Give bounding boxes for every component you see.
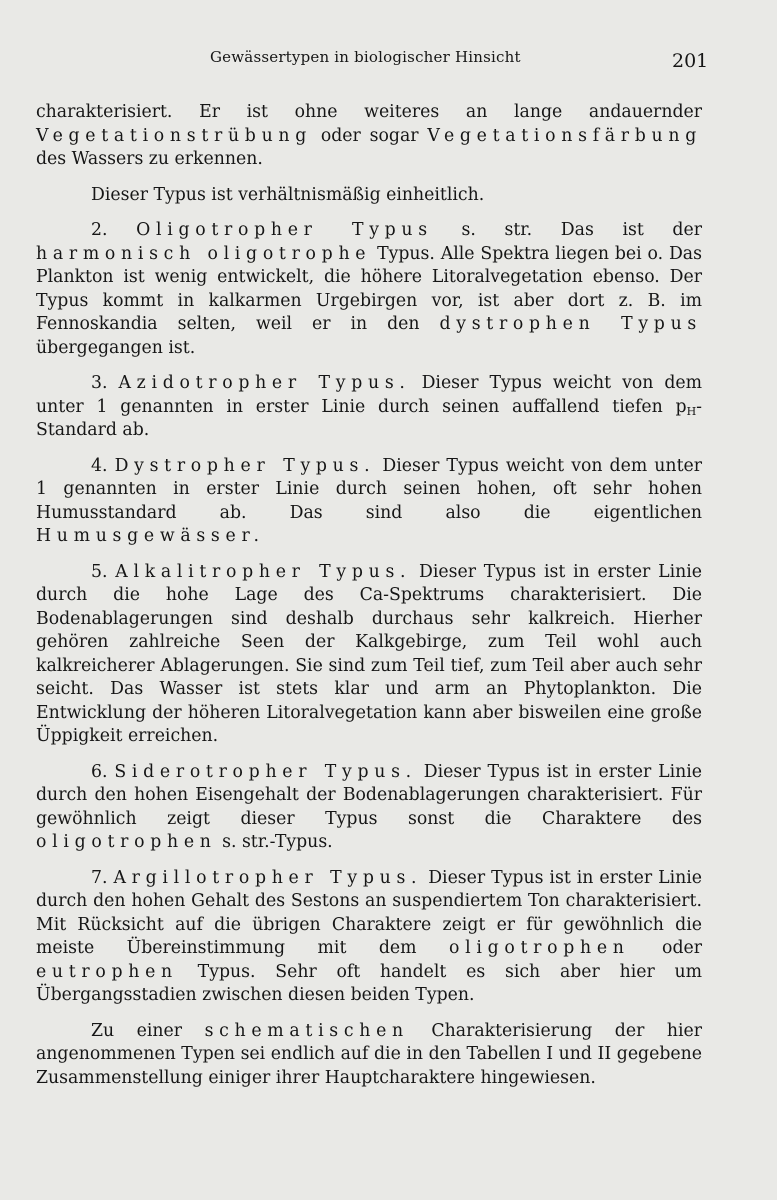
spaced-term: dystrophen Typus: [439, 314, 702, 334]
type-term: Siderotropher Typus.: [114, 761, 417, 782]
item-number: 4.: [91, 455, 115, 476]
text-run: Dieser Typus weicht von dem unter 1 genannten in erster Linie durch seinen auffallend tiefen p: [36, 373, 702, 417]
spaced-term: Vegetationsfärbung: [427, 125, 702, 146]
text-run: Typus. Alle Spektra liegen bei o. Das Plankton ist wenig entwickelt, die höhere Litoralvegetation ebenso. Der Typus kommt in kalkarmen Urgebirgen vor, ist aber dort z. B. im Fennoskandia selten, weil er in den: [36, 243, 702, 334]
text-run: Dieser Typus ist in erster Linie durch die hohe Lage des Ca-Spektrums charakterisiert. Die Bodenablagerungen sind deshalb durchaus sehr kalkreich. Hierher gehören zahlreiche Seen der Kalkgebirge, zum Teil wohl auch kalkreicherer Ablagerungen. Sie sind zum Teil tief, zum Teil aber auch sehr seicht. Das Wasser ist stets klar und arm an Phytoplankton. Die Entwicklung der höheren Litoralvegetation kann aber bisweilen eine große Üppigkeit erreichen.: [36, 561, 703, 746]
text-run: Dieser Typus weicht von dem unter 1 genannten in erster Linie durch seinen hohen, oft sehr hohen Humusstandard ab. Das sind also die eigentlichen: [36, 455, 702, 523]
text-run: -Standard ab.: [36, 396, 702, 440]
text-run: Dieser Typus ist verhältnismäßig einheitlich.: [91, 184, 485, 205]
text-run: Zu einer: [91, 1020, 205, 1041]
spaced-term: oligotrophen: [36, 832, 217, 852]
paragraph-type-7: [36, 867, 702, 1008]
type-term: Argillotropher Typus.: [113, 867, 423, 888]
item-number: 5.: [91, 561, 116, 582]
text-run: s. str.-Typus.: [216, 832, 333, 852]
paragraph-type-2: [36, 219, 702, 360]
spaced-term: Humusgewässer.: [36, 526, 265, 546]
item-number: 7.: [91, 867, 114, 888]
text-run: Typus. Sehr oft handelt es sich aber hier um Übergangsstadien zwischen diesen beiden Typen.: [36, 961, 702, 1005]
body-text: [36, 101, 702, 1102]
type-term: Alkalitropher Typus.: [115, 561, 412, 582]
type-term: Oligotropher Typus: [136, 220, 433, 240]
type-term: Dystropher Typus.: [114, 455, 376, 476]
paragraph-conclusion: [36, 1020, 702, 1091]
paragraph-summary: [36, 184, 702, 208]
paragraph-type-3: [36, 372, 702, 443]
subscript: H: [686, 404, 697, 418]
text-run: Dieser Typus ist in erster Linie durch den hohen Eisengehalt der Bodenablagerungen charakterisiert. Für gewöhnlich zeigt dieser Typus sonst die Charaktere des: [36, 761, 702, 829]
page-number: 201: [672, 50, 709, 72]
text-run: des Wassers zu erkennen.: [36, 149, 263, 169]
paragraph-type-5: [36, 561, 702, 749]
item-number: 6.: [91, 761, 115, 782]
paragraph-type-6: [36, 761, 702, 855]
text-run: übergegangen ist.: [36, 337, 196, 358]
spaced-term: eutrophen: [36, 961, 178, 982]
spaced-term: schematischen: [204, 1020, 409, 1041]
text-run: charakterisiert. Er ist ohne weiteres an lange andauernder: [36, 102, 702, 122]
spaced-term: Vegetationstrübung: [36, 125, 313, 146]
text-run: s. str. Das ist der: [432, 220, 702, 240]
page-header: [0, 48, 777, 78]
paragraph-type-4: [36, 455, 702, 549]
running-title: Gewässertypen in biologischer Hinsicht: [210, 48, 521, 66]
spaced-term: harmonisch oligotrophe: [36, 243, 372, 264]
type-term: Azidotropher Typus.: [118, 373, 411, 393]
text-run: Dieser Typus ist in erster Linie durch den hohen Gehalt des Sestons an suspendiertem Ton charakterisiert. Mit Rücksicht auf die übrigen Charaktere zeigt er für gewöhnlich die meiste Übereinstimmung mit dem: [36, 867, 702, 958]
item-number: 3.: [91, 373, 119, 393]
text-run: oder sogar: [312, 125, 428, 146]
paragraph-continuation: [36, 101, 702, 172]
text-run: oder: [629, 938, 703, 958]
spaced-term: oligotrophen: [449, 938, 630, 958]
text-run: Charakterisierung der hier angenommenen Typen sei endlich auf die in den Tabellen I und II gegebene Zusammenstellung einiger ihrer Hauptcharaktere hingewiesen.: [36, 1020, 703, 1088]
item-number: 2.: [91, 220, 137, 240]
